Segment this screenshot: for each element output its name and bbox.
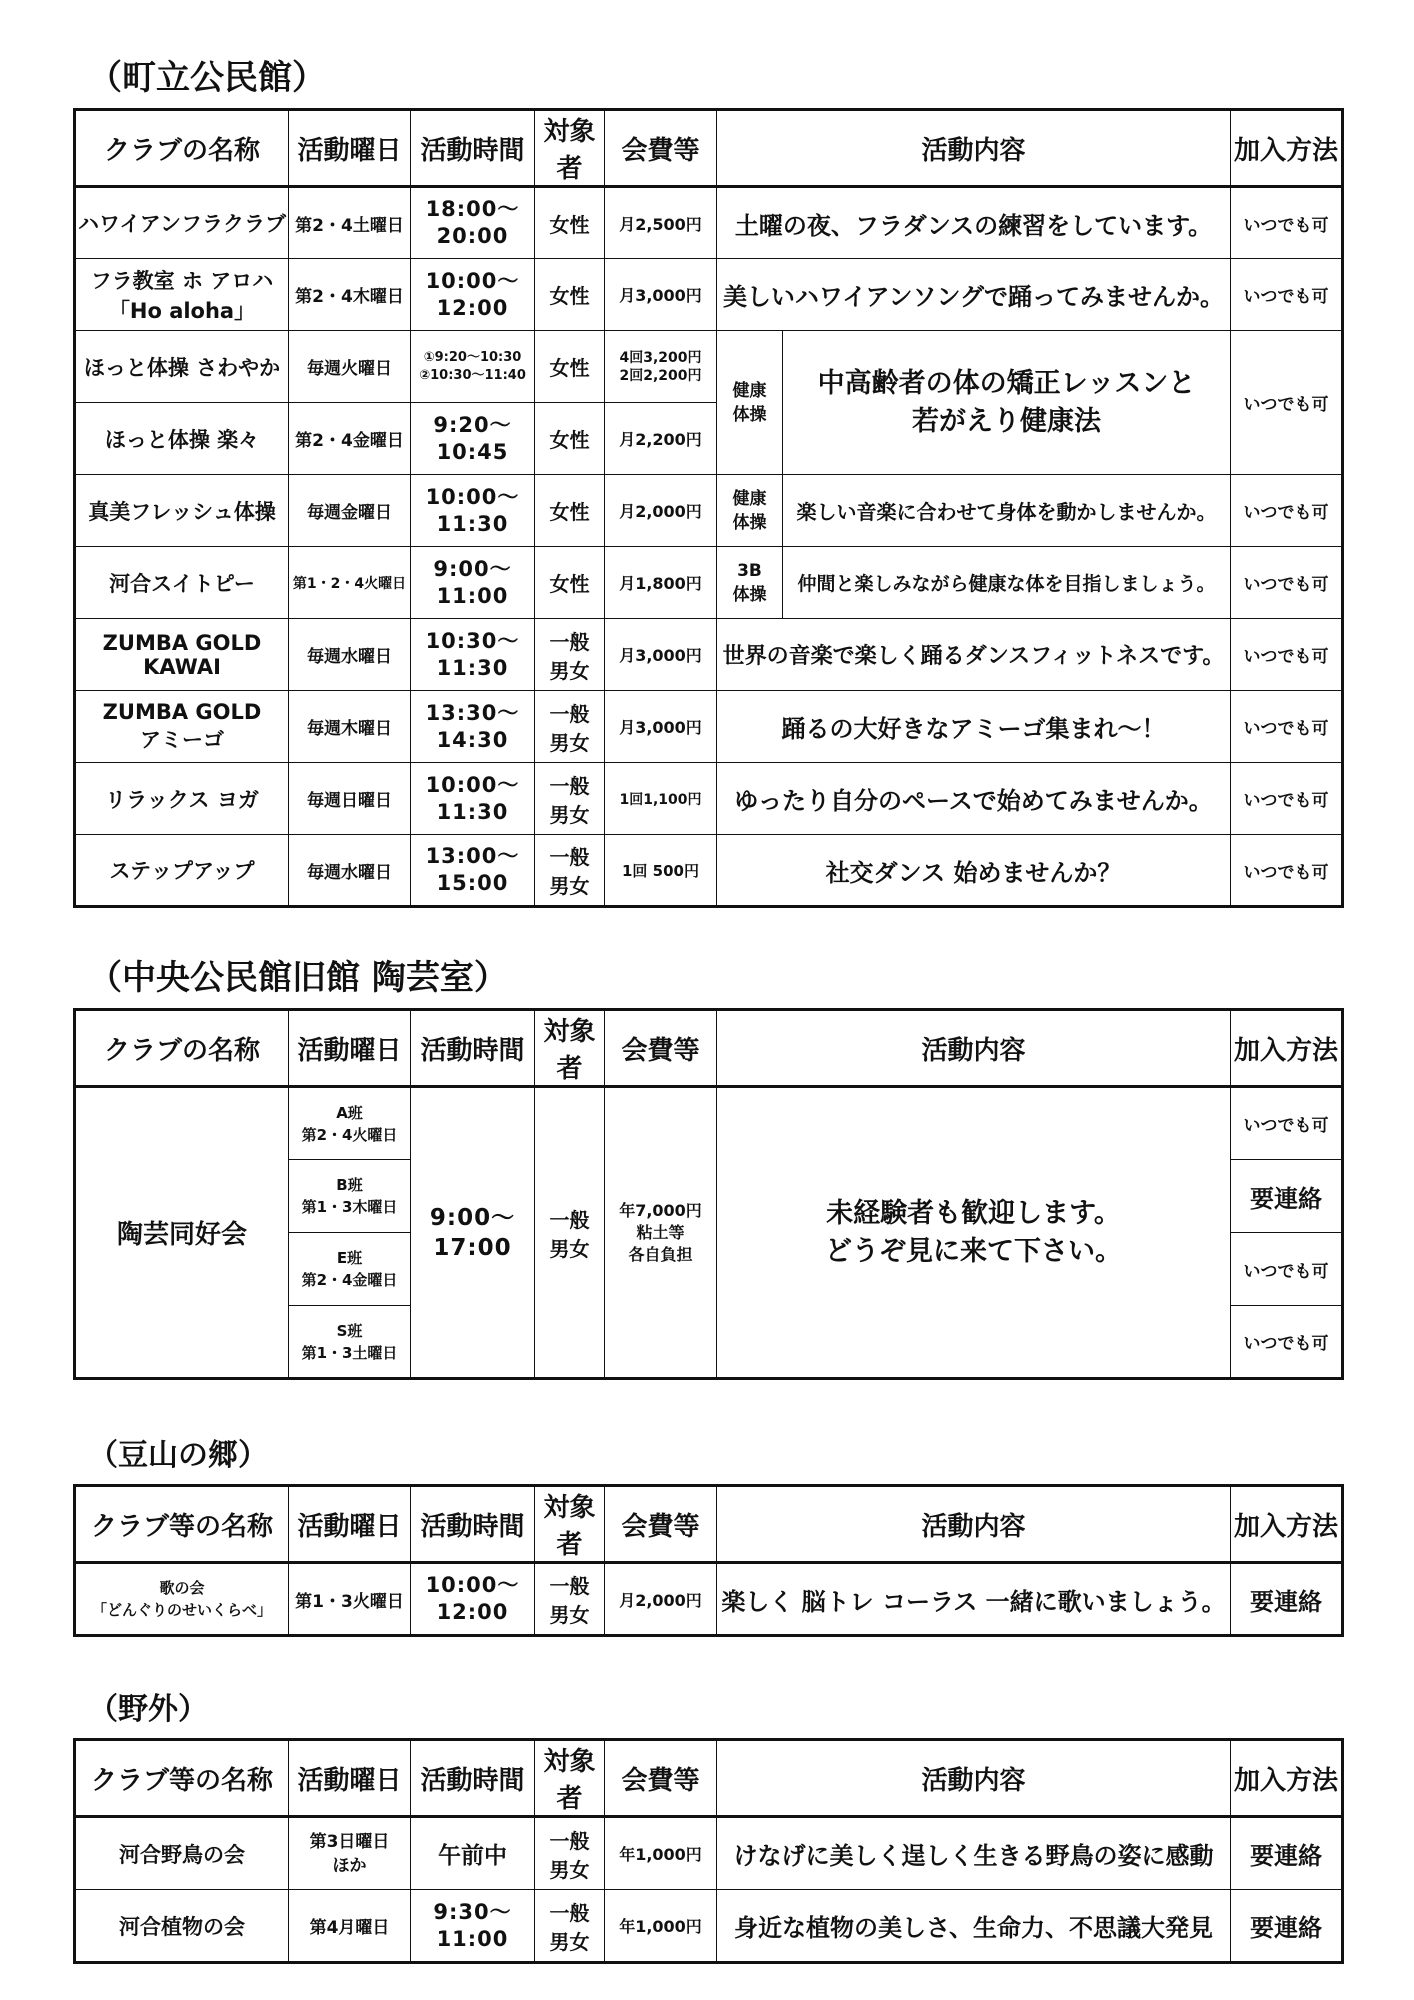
- activity-day: 毎週金曜日: [289, 475, 411, 547]
- header-content: 活動内容: [717, 1010, 1231, 1087]
- activity-day: 第3日曜日 ほか: [289, 1817, 411, 1890]
- table-row: [75, 763, 1343, 835]
- activity-time: 9:30～ 11:00: [411, 1890, 535, 1963]
- target: 一般 男女: [535, 691, 605, 763]
- join-method: いつでも可: [1231, 763, 1343, 835]
- header-target: 対象者: [535, 110, 605, 187]
- activity-day: 第2・4金曜日: [289, 403, 411, 475]
- fee: 年7,000円 粘土等 各自負担: [605, 1087, 717, 1379]
- table-row: [75, 259, 1343, 331]
- target: 一般 男女: [535, 619, 605, 691]
- activity-content: 未経験者も歓迎します。 どうぞ見に来て下さい。: [717, 1087, 1231, 1379]
- target: 一般 男女: [535, 1817, 605, 1890]
- club-table-chouritsu: [73, 108, 1344, 908]
- club-name: 河合植物の会: [75, 1890, 289, 1963]
- table-row: [75, 619, 1343, 691]
- header-fee: 会費等: [605, 110, 717, 187]
- section-title-yagai: （野外）: [88, 1692, 208, 1727]
- header-name: クラブ等の名称: [75, 1740, 289, 1817]
- join-method: いつでも可: [1231, 1087, 1343, 1160]
- activity-day: 毎週木曜日: [289, 691, 411, 763]
- activity-time: 9:00～ 11:00: [411, 547, 535, 619]
- fee: 月3,000円: [605, 619, 717, 691]
- club-name: ZUMBA GOLD アミーゴ: [75, 691, 289, 763]
- header-name: クラブの名称: [75, 110, 289, 187]
- activity-day: 毎週水曜日: [289, 835, 411, 907]
- fee: 月3,000円: [605, 691, 717, 763]
- table-row: [75, 691, 1343, 763]
- join-method: 要連絡: [1231, 1890, 1343, 1963]
- activity-time: 13:00～ 15:00: [411, 835, 535, 907]
- join-method: いつでも可: [1231, 691, 1343, 763]
- club-name: 真美フレッシュ体操: [75, 475, 289, 547]
- club-name: 河合スイトピー: [75, 547, 289, 619]
- activity-day: 第2・4木曜日: [289, 259, 411, 331]
- fee: 年1,000円: [605, 1890, 717, 1963]
- activity-content: 踊るの大好きなアミーゴ集まれ～！: [717, 691, 1231, 763]
- activity-day: A班 第2・4火曜日: [289, 1087, 411, 1160]
- fee: 月2,000円: [605, 475, 717, 547]
- club-name: リラックス ヨガ: [75, 763, 289, 835]
- header-target: 対象者: [535, 1486, 605, 1563]
- target: 女性: [535, 259, 605, 331]
- join-method: いつでも可: [1231, 475, 1343, 547]
- table-row: [75, 835, 1343, 907]
- category: 健康 体操: [717, 331, 783, 475]
- club-name: ステップアップ: [75, 835, 289, 907]
- activity-time: 9:20～ 10:45: [411, 403, 535, 475]
- header-name: クラブの名称: [75, 1010, 289, 1087]
- activity-time: 18:00～ 20:00: [411, 187, 535, 259]
- header-content: 活動内容: [717, 110, 1231, 187]
- club-name: 陶芸同好会: [75, 1087, 289, 1379]
- header-content: 活動内容: [717, 1740, 1231, 1817]
- table-header-row: [75, 110, 1343, 187]
- activity-time: ①9:20～10:30 ②10:30～11:40: [411, 331, 535, 403]
- table-header-row: [75, 1740, 1343, 1817]
- club-name: ZUMBA GOLD KAWAI: [75, 619, 289, 691]
- header-join: 加入方法: [1231, 1740, 1343, 1817]
- join-method: 要連絡: [1231, 1563, 1343, 1636]
- activity-time: 10:00～ 12:00: [411, 259, 535, 331]
- activity-content: 仲間と楽しみながら健康な体を目指しましょう。: [783, 547, 1231, 619]
- activity-day: 第4月曜日: [289, 1890, 411, 1963]
- target: 一般 男女: [535, 763, 605, 835]
- join-method: いつでも可: [1231, 619, 1343, 691]
- header-name: クラブ等の名称: [75, 1486, 289, 1563]
- club-table-mameyama: [73, 1484, 1344, 1637]
- activity-content: 中高齢者の体の矯正レッスンと 若がえり健康法: [783, 331, 1231, 475]
- fee: 1回1,100円: [605, 763, 717, 835]
- club-name: 河合野鳥の会: [75, 1817, 289, 1890]
- header-fee: 会費等: [605, 1486, 717, 1563]
- fee: 月3,000円: [605, 259, 717, 331]
- join-method: いつでも可: [1231, 187, 1343, 259]
- table-row: [75, 187, 1343, 259]
- header-target: 対象者: [535, 1740, 605, 1817]
- activity-content: 楽しく 脳トレ コーラス 一緒に歌いましょう。: [717, 1563, 1231, 1636]
- table-row: [75, 475, 1343, 547]
- header-time: 活動時間: [411, 1486, 535, 1563]
- club-name: ハワイアンフラクラブ: [75, 187, 289, 259]
- table-row: [75, 331, 1343, 403]
- header-time: 活動時間: [411, 1740, 535, 1817]
- table-row: [75, 547, 1343, 619]
- fee: 月2,500円: [605, 187, 717, 259]
- header-content: 活動内容: [717, 1486, 1231, 1563]
- club-table-tougei: [73, 1008, 1344, 1380]
- category: 健康 体操: [717, 475, 783, 547]
- club-name: フラ教室 ホ アロハ 「Ho aloha」: [75, 259, 289, 331]
- join-method: 要連絡: [1231, 1160, 1343, 1233]
- activity-day: B班 第1・3木曜日: [289, 1160, 411, 1233]
- target: 一般 男女: [535, 835, 605, 907]
- header-join: 加入方法: [1231, 1486, 1343, 1563]
- target: 女性: [535, 187, 605, 259]
- header-fee: 会費等: [605, 1010, 717, 1087]
- header-day: 活動曜日: [289, 110, 411, 187]
- club-name: ほっと体操 さわやか: [75, 331, 289, 403]
- header-target: 対象者: [535, 1010, 605, 1087]
- fee: 1回 500円: [605, 835, 717, 907]
- join-method: いつでも可: [1231, 547, 1343, 619]
- activity-content: 世界の音楽で楽しく踊るダンスフィットネスです。: [717, 619, 1231, 691]
- fee: 年1,000円: [605, 1817, 717, 1890]
- activity-time: 10:00～ 11:30: [411, 475, 535, 547]
- activity-day: 毎週火曜日: [289, 331, 411, 403]
- join-method: いつでも可: [1231, 835, 1343, 907]
- fee: 月2,200円: [605, 403, 717, 475]
- join-method: いつでも可: [1231, 1306, 1343, 1379]
- activity-time: 午前中: [411, 1817, 535, 1890]
- header-time: 活動時間: [411, 110, 535, 187]
- table-header-row: [75, 1486, 1343, 1563]
- target: 女性: [535, 547, 605, 619]
- category: 3B 体操: [717, 547, 783, 619]
- fee: 月2,000円: [605, 1563, 717, 1636]
- table-row: [75, 1087, 1343, 1160]
- activity-day: 毎週日曜日: [289, 763, 411, 835]
- target: 一般 男女: [535, 1563, 605, 1636]
- activity-time: 10:00～ 12:00: [411, 1563, 535, 1636]
- header-day: 活動曜日: [289, 1740, 411, 1817]
- activity-time: 9:00～ 17:00: [411, 1087, 535, 1379]
- target: 一般 男女: [535, 1890, 605, 1963]
- join-method: いつでも可: [1231, 259, 1343, 331]
- activity-content: 身近な植物の美しさ、生命力、不思議大発見: [717, 1890, 1231, 1963]
- table-row: [75, 1817, 1343, 1890]
- activity-day: 第1・2・4火曜日: [289, 547, 411, 619]
- target: 女性: [535, 475, 605, 547]
- activity-time: 10:00～ 11:30: [411, 763, 535, 835]
- activity-day: 毎週水曜日: [289, 619, 411, 691]
- activity-time: 13:30～ 14:30: [411, 691, 535, 763]
- activity-content: けなげに美しく逞しく生きる野鳥の姿に感動: [717, 1817, 1231, 1890]
- header-day: 活動曜日: [289, 1010, 411, 1087]
- header-join: 加入方法: [1231, 110, 1343, 187]
- activity-content: 楽しい音楽に合わせて身体を動かしませんか。: [783, 475, 1231, 547]
- activity-time: 10:30～ 11:30: [411, 619, 535, 691]
- section-title-mameyama: （豆山の郷）: [88, 1438, 268, 1473]
- activity-day: 第2・4土曜日: [289, 187, 411, 259]
- header-fee: 会費等: [605, 1740, 717, 1817]
- activity-content: ゆったり自分のペースで始めてみませんか。: [717, 763, 1231, 835]
- table-header-row: [75, 1010, 1343, 1087]
- section-title-tougei: （中央公民館旧館 陶芸室）: [88, 958, 508, 998]
- join-method: いつでも可: [1231, 1233, 1343, 1306]
- header-join: 加入方法: [1231, 1010, 1343, 1087]
- activity-day: 第1・3火曜日: [289, 1563, 411, 1636]
- activity-content: 美しいハワイアンソングで踊ってみませんか。: [717, 259, 1231, 331]
- join-method: 要連絡: [1231, 1817, 1343, 1890]
- section-title-chouritsu: （町立公民館）: [88, 58, 326, 98]
- table-row: [75, 1890, 1343, 1963]
- fee: 月1,800円: [605, 547, 717, 619]
- activity-content: 社交ダンス 始めませんか？: [717, 835, 1231, 907]
- activity-day: E班 第2・4金曜日: [289, 1233, 411, 1306]
- header-day: 活動曜日: [289, 1486, 411, 1563]
- target: 女性: [535, 403, 605, 475]
- club-name: ほっと体操 楽々: [75, 403, 289, 475]
- club-table-yagai: [73, 1738, 1344, 1964]
- header-time: 活動時間: [411, 1010, 535, 1087]
- target: 女性: [535, 331, 605, 403]
- table-row: [75, 1563, 1343, 1636]
- activity-content: 土曜の夜、フラダンスの練習をしています。: [717, 187, 1231, 259]
- activity-day: S班 第1・3土曜日: [289, 1306, 411, 1379]
- fee: 4回3,200円 2回2,200円: [605, 331, 717, 403]
- target: 一般 男女: [535, 1087, 605, 1379]
- join-method: いつでも可: [1231, 331, 1343, 475]
- club-name: 歌の会 「どんぐりのせいくらべ」: [75, 1563, 289, 1636]
